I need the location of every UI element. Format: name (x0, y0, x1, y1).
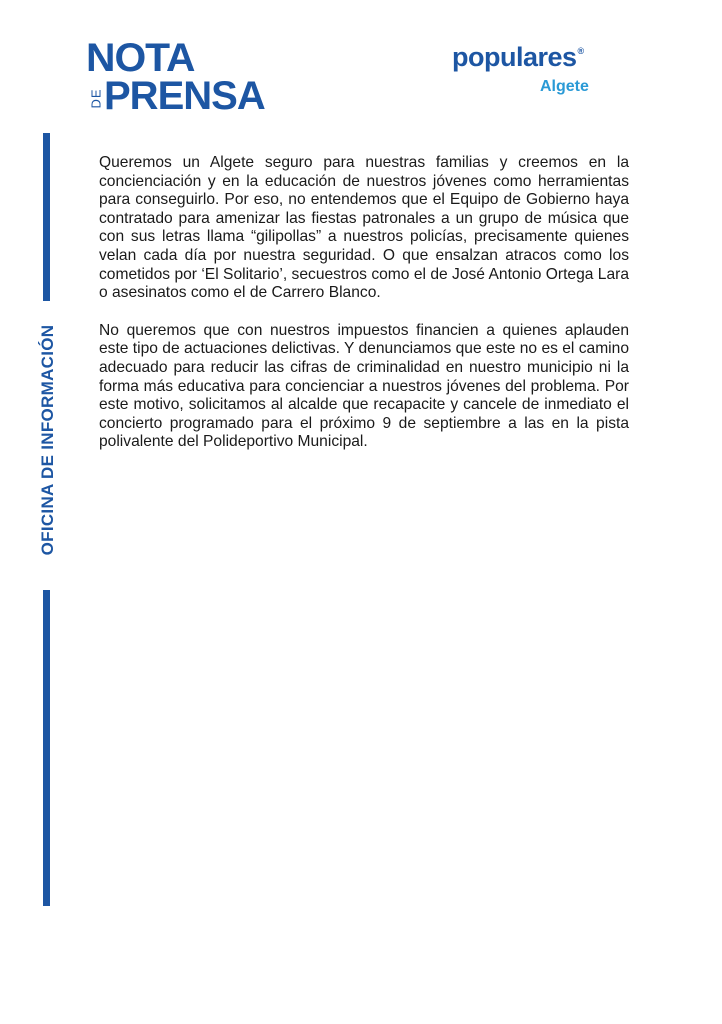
press-release-body (99, 154, 629, 471)
sidebar-accent-bottom (43, 590, 50, 906)
body-paragraph-2: No queremos que con nuestros impuestos financien a quienes aplauden este tipo de actuaciones delictivas. Y denunciamos que este no es el camino adecuado para reducir las cifras de criminalidad en nuestro municipio ni la forma más educativa para concienciar a nuestros jóvenes del problema. Por este motivo, solicitamos al alcalde que recapacite y cancele de inmediato el concierto programado para el próximo 9 de septiembre a las en la pista polivalente del Polideportivo Municipal. (99, 321, 629, 451)
body-paragraph-1: Queremos un Algete seguro para nuestras familias y creemos en la concienciación y en la educación de nuestros jóvenes como herramientas para conseguirlo. Por eso, no entendemos que el Equipo de Gobierno haya contratado para amenizar las fiestas patronales a un grupo de música que con sus letras llama “gilipollas” a nuestros policías, precisamente quienes velan cada día por nuestra seguridad. O que ensalzan atracos como los cometidos por ‘El Solitario’, secuestros como el de José Antonio Ortega Lara o asesinatos como el de Carrero Blanco. (99, 154, 629, 302)
populares-logo (452, 40, 612, 100)
logo-wordmark (452, 40, 584, 74)
logo-subtitle: Algete (540, 78, 589, 95)
title-nota: NOTA (86, 36, 195, 80)
title-de (84, 84, 104, 114)
registered-mark: ® (577, 46, 584, 56)
sidebar-label-text: OFICINA DE INFORMACIÓN (38, 324, 57, 556)
logo-word-text: populares (452, 42, 577, 72)
nota-de-prensa-title (86, 36, 306, 118)
sidebar-accent-top (43, 133, 50, 301)
title-de-text: DE (88, 88, 104, 109)
title-prensa: PRENSA (104, 74, 265, 118)
